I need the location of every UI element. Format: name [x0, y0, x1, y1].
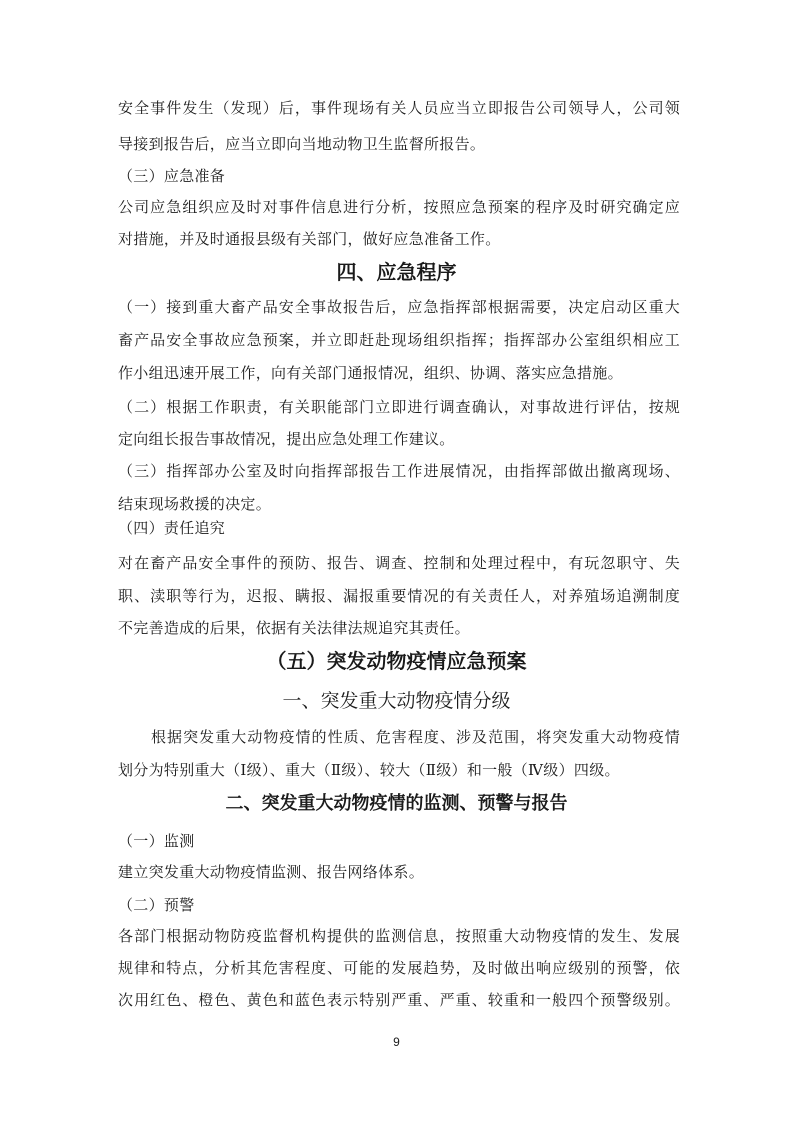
text-line: 建立突发重大动物疫情监测、报告网络体系。: [118, 863, 425, 881]
text-line: 职、渎职等行为，迟报、瞒报、漏报重要情况的有关责任人，对养殖场追溯制度: [118, 587, 680, 605]
text-line: 安全事件发生（发现）后，事件现场有关人员应当立即报告公司领导人，公司领: [118, 99, 680, 117]
text-line: 不完善造成的后果，依据有关法律法规追究其责任。: [118, 619, 470, 637]
text-line: 畜产品安全事故应急预案，并立即赶赴现场组织指挥；指挥部办公室组织相应工: [118, 331, 680, 349]
plan-heading: （五）突发动物疫情应急预案: [266, 649, 527, 673]
subsection-label: （四）责任追究: [118, 519, 226, 537]
text-line: 规律和特点，分析其危害程度、可能的发展趋势，及时做出响应级别的预警，依: [118, 959, 680, 977]
text-line: 结束现场救援的决定。: [118, 495, 272, 513]
page-number: 9: [393, 1035, 400, 1049]
text-line: （一）接到重大畜产品安全事故报告后，应急指挥部根据需要，决定启动区重大: [118, 298, 680, 316]
text-line: 导接到报告后，应当立即向当地动物卫生监督所报告。: [118, 135, 486, 153]
subsection-label: （二）预警: [118, 896, 195, 914]
text-line: 各部门根据动物防疫监督机构提供的监测信息，按照重大动物疫情的发生、发展: [118, 927, 680, 945]
text-line: 划分为特别重大（Ⅰ级）、重大（Ⅱ级）、较大（Ⅱ级）和一般（Ⅳ级）四级。: [118, 761, 620, 779]
text-line: （三）指挥部办公室及时向指挥部报告工作进展情况，由指挥部做出撤离现场、: [118, 462, 680, 480]
text-line: 定向组长报告事故情况，提出应急处理工作建议。: [118, 430, 455, 448]
text-line: 对措施，并及时通报县级有关部门，做好应急准备工作。: [118, 230, 501, 248]
section-heading: 一、突发重大动物疫情分级: [282, 690, 511, 712]
subsection-label: （一）监测: [118, 832, 195, 850]
text-line: 作小组迅速开展工作，向有关部门通报情况，组织、协调、落实应急措施。: [118, 364, 623, 382]
section-heading: 四、应急程序: [336, 260, 457, 284]
subsection-label: （三）应急准备: [118, 167, 226, 185]
text-line: 根据突发重大动物疫情的性质、危害程度、涉及范围，将突发重大动物疫情: [151, 728, 680, 746]
text-line: 次用红色、橙色、黄色和蓝色表示特别严重、严重、较重和一般四个预警级别。: [118, 991, 680, 1009]
section-heading: 二、突发重大动物疫情的监测、预警与报告: [225, 793, 568, 814]
text-line: 对在畜产品安全事件的预防、报告、调查、控制和处理过程中，有玩忽职守、失: [118, 554, 680, 572]
text-line: 公司应急组织应及时对事件信息进行分析，按照应急预案的程序及时研究确定应: [118, 198, 680, 216]
text-line: （二）根据工作职责，有关职能部门立即进行调查确认，对事故进行评估，按规: [118, 398, 680, 416]
